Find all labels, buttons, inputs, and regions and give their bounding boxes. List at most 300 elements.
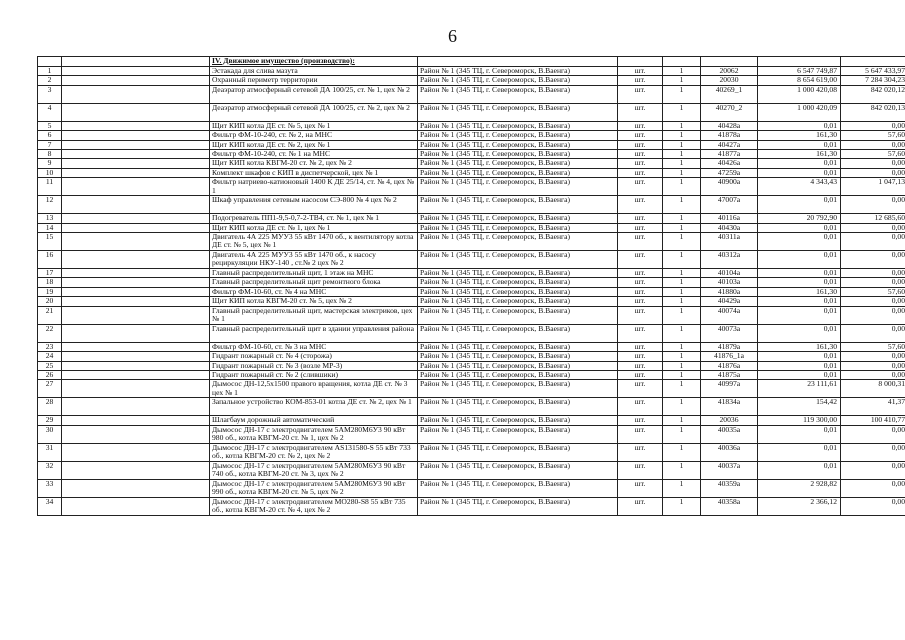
initial-cost: 0,01 bbox=[758, 443, 841, 461]
initial-cost: 6 547 749,87 bbox=[758, 67, 841, 76]
row-number: 6 bbox=[38, 131, 62, 140]
table-row bbox=[38, 416, 905, 425]
blank-cell bbox=[62, 131, 210, 140]
inventory-number: 40269_1 bbox=[701, 85, 758, 103]
initial-cost: 119 300,00 bbox=[758, 416, 841, 425]
blank-cell bbox=[62, 416, 210, 425]
item-unit: шт. bbox=[618, 121, 663, 130]
item-name: Главный распределительный щит, 1 этаж на МНС bbox=[210, 269, 418, 278]
item-address: Район № 1 (345 ТЦ, г. Североморск, В.Ваенга) bbox=[418, 380, 618, 398]
initial-cost: 0,01 bbox=[758, 306, 841, 324]
residual-value: 0,00 bbox=[841, 361, 905, 370]
inventory-number: 40103а bbox=[701, 278, 758, 287]
row-number: 31 bbox=[38, 443, 62, 461]
table-row bbox=[38, 380, 905, 398]
item-address: Район № 1 (345 ТЦ, г. Североморск, В.Ваенга) bbox=[418, 361, 618, 370]
table-row bbox=[38, 131, 905, 140]
table-row bbox=[38, 297, 905, 306]
residual-value: 0,00 bbox=[841, 168, 905, 177]
initial-cost: 0,01 bbox=[758, 140, 841, 149]
inventory-number: 47007а bbox=[701, 196, 758, 214]
row-number: 7 bbox=[38, 140, 62, 149]
blank-cell bbox=[62, 278, 210, 287]
item-unit: шт. bbox=[618, 287, 663, 296]
table-row bbox=[38, 361, 905, 370]
item-unit: шт. bbox=[618, 497, 663, 515]
item-quantity: 1 bbox=[663, 461, 701, 479]
residual-value: 842 020,13 bbox=[841, 103, 905, 121]
inventory-number: 41877а bbox=[701, 150, 758, 159]
row-number: 20 bbox=[38, 297, 62, 306]
item-name: Фильтр ФМ-10-60, ст. № 3 на МНС bbox=[210, 342, 418, 351]
row-number: 26 bbox=[38, 370, 62, 379]
residual-value: 57,60 bbox=[841, 150, 905, 159]
item-address: Район № 1 (345 ТЦ, г. Североморск, В.Ваенга) bbox=[418, 324, 618, 342]
item-unit: шт. bbox=[618, 380, 663, 398]
item-name: Фильтр ФМ-10-240, ст. № 1 на МНС bbox=[210, 150, 418, 159]
table-row bbox=[38, 85, 905, 103]
inventory-number: 41876а bbox=[701, 361, 758, 370]
item-name: Подогреватель ПП1-9,5-0,7-2-ТВ4, ст. № 1, цех № 1 bbox=[210, 214, 418, 223]
item-name: Щит КИП котла КВГМ-20 ст. № 2, цех № 2 bbox=[210, 159, 418, 168]
item-quantity: 1 bbox=[663, 479, 701, 497]
table-row bbox=[38, 223, 905, 232]
item-quantity: 1 bbox=[663, 140, 701, 149]
row-number: 33 bbox=[38, 479, 62, 497]
blank-cell bbox=[62, 233, 210, 251]
residual-value: 0,00 bbox=[841, 352, 905, 361]
item-quantity: 1 bbox=[663, 361, 701, 370]
initial-cost: 161,30 bbox=[758, 150, 841, 159]
residual-value: 8 000,31 bbox=[841, 380, 905, 398]
item-name: Дымосос ДН-17 с электродвигателем 5АМ280М6У3 90 кВт 980 об., котла КВГМ-20 ст. № 1, цех № 2 bbox=[210, 425, 418, 443]
item-unit: шт. bbox=[618, 76, 663, 85]
item-unit: шт. bbox=[618, 352, 663, 361]
item-quantity: 1 bbox=[663, 178, 701, 196]
item-unit: шт. bbox=[618, 233, 663, 251]
item-address: Район № 1 (345 ТЦ, г. Североморск, В.Ваенга) bbox=[418, 297, 618, 306]
item-unit: шт. bbox=[618, 443, 663, 461]
item-quantity: 1 bbox=[663, 416, 701, 425]
section-header-row bbox=[38, 57, 905, 67]
initial-cost: 161,30 bbox=[758, 342, 841, 351]
item-address: Район № 1 (345 ТЦ, г. Североморск, В.Ваенга) bbox=[418, 443, 618, 461]
row-number: 29 bbox=[38, 416, 62, 425]
initial-cost: 1 000 420,09 bbox=[758, 103, 841, 121]
table-row bbox=[38, 370, 905, 379]
item-address: Район № 1 (345 ТЦ, г. Североморск, В.Ваенга) bbox=[418, 168, 618, 177]
inventory-number: 40359а bbox=[701, 479, 758, 497]
item-address: Район № 1 (345 ТЦ, г. Североморск, В.Ваенга) bbox=[418, 233, 618, 251]
row-number: 14 bbox=[38, 223, 62, 232]
residual-value: 0,00 bbox=[841, 370, 905, 379]
item-unit: шт. bbox=[618, 324, 663, 342]
item-name: Щит КИП котла ДЕ ст. № 1, цех № 1 bbox=[210, 223, 418, 232]
table-row bbox=[38, 287, 905, 296]
item-address: Район № 1 (345 ТЦ, г. Североморск, В.Ваенга) bbox=[418, 214, 618, 223]
item-address: Район № 1 (345 ТЦ, г. Североморск, В.Ваенга) bbox=[418, 278, 618, 287]
item-name: Щит КИП котла КВГМ-20 ст. № 5, цех № 2 bbox=[210, 297, 418, 306]
item-quantity: 1 bbox=[663, 497, 701, 515]
inventory-number: 40035а bbox=[701, 425, 758, 443]
inventory-number: 40430а bbox=[701, 223, 758, 232]
blank-cell bbox=[62, 214, 210, 223]
row-number: 4 bbox=[38, 103, 62, 121]
item-name: Фильтр ФМ-10-240, ст. № 2, на МНС bbox=[210, 131, 418, 140]
item-quantity: 1 bbox=[663, 214, 701, 223]
item-unit: шт. bbox=[618, 370, 663, 379]
item-unit: шт. bbox=[618, 425, 663, 443]
inventory-number: 40073а bbox=[701, 324, 758, 342]
item-quantity: 1 bbox=[663, 398, 701, 416]
item-unit: шт. bbox=[618, 178, 663, 196]
item-address: Район № 1 (345 ТЦ, г. Североморск, В.Ваенга) bbox=[418, 497, 618, 515]
row-number: 21 bbox=[38, 306, 62, 324]
residual-value: 0,00 bbox=[841, 497, 905, 515]
row-number: 13 bbox=[38, 214, 62, 223]
row-number: 2 bbox=[38, 76, 62, 85]
residual-value: 0,00 bbox=[841, 223, 905, 232]
table-row bbox=[38, 140, 905, 149]
table-row bbox=[38, 425, 905, 443]
row-number: 30 bbox=[38, 425, 62, 443]
row-number: 11 bbox=[38, 178, 62, 196]
row-number: 19 bbox=[38, 287, 62, 296]
inventory-number: 40900а bbox=[701, 178, 758, 196]
item-address: Район № 1 (345 ТЦ, г. Североморск, В.Ваенга) bbox=[418, 342, 618, 351]
row-number: 5 bbox=[38, 121, 62, 130]
table-row bbox=[38, 214, 905, 223]
blank-cell bbox=[62, 178, 210, 196]
item-quantity: 1 bbox=[663, 306, 701, 324]
item-address: Район № 1 (345 ТЦ, г. Североморск, В.Ваенга) bbox=[418, 150, 618, 159]
item-address: Район № 1 (345 ТЦ, г. Североморск, В.Ваенга) bbox=[418, 121, 618, 130]
item-unit: шт. bbox=[618, 159, 663, 168]
item-unit: шт. bbox=[618, 479, 663, 497]
blank-cell bbox=[62, 479, 210, 497]
table-row bbox=[38, 324, 905, 342]
item-quantity: 1 bbox=[663, 121, 701, 130]
blank-cell bbox=[62, 196, 210, 214]
item-address: Район № 1 (345 ТЦ, г. Североморск, В.Ваенга) bbox=[418, 178, 618, 196]
table-row bbox=[38, 443, 905, 461]
item-name: Главный распределительный щит, мастерская электриков, цех № 1 bbox=[210, 306, 418, 324]
row-number: 34 bbox=[38, 497, 62, 515]
item-name: Дымосос ДН-17 с электродвигателем 5АМ280М6У3 90 кВт 740 об., котла КВГМ-20 ст. № 3, цех № 2 bbox=[210, 461, 418, 479]
item-unit: шт. bbox=[618, 131, 663, 140]
blank-cell bbox=[62, 352, 210, 361]
initial-cost: 0,01 bbox=[758, 278, 841, 287]
row-number: 16 bbox=[38, 251, 62, 269]
item-quantity: 1 bbox=[663, 196, 701, 214]
initial-cost: 1 000 420,08 bbox=[758, 85, 841, 103]
initial-cost: 2 366,12 bbox=[758, 497, 841, 515]
table-row bbox=[38, 479, 905, 497]
row-number: 24 bbox=[38, 352, 62, 361]
table-row bbox=[38, 178, 905, 196]
item-quantity: 1 bbox=[663, 443, 701, 461]
item-quantity: 1 bbox=[663, 85, 701, 103]
table-row bbox=[38, 269, 905, 278]
item-name: Фильтр натриево-катионовый 1400 К ДЕ 25/14, ст. № 4, цех № 1 bbox=[210, 178, 418, 196]
table-row bbox=[38, 251, 905, 269]
item-unit: шт. bbox=[618, 85, 663, 103]
row-number: 15 bbox=[38, 233, 62, 251]
item-unit: шт. bbox=[618, 398, 663, 416]
initial-cost: 161,30 bbox=[758, 131, 841, 140]
item-name: Дымосос ДН-12,5х1500 правого вращения, котла ДЕ ст. № 3 цех № 1 bbox=[210, 380, 418, 398]
residual-value: 12 685,60 bbox=[841, 214, 905, 223]
blank-cell bbox=[62, 159, 210, 168]
blank-cell bbox=[62, 251, 210, 269]
blank-cell bbox=[62, 443, 210, 461]
item-name: Запальное устройство КОМ-853-01 котла ДЕ ст. № 2, цех № 1 bbox=[210, 398, 418, 416]
blank-cell bbox=[62, 324, 210, 342]
item-address: Район № 1 (345 ТЦ, г. Североморск, В.Ваенга) bbox=[418, 416, 618, 425]
item-unit: шт. bbox=[618, 223, 663, 232]
blank-cell bbox=[62, 150, 210, 159]
inventory-number: 41876_1а bbox=[701, 352, 758, 361]
item-address: Район № 1 (345 ТЦ, г. Североморск, В.Ваенга) bbox=[418, 370, 618, 379]
item-name: Деаэратор атмосферный сетевой ДА 100/25, ст. № 2, цех № 2 bbox=[210, 103, 418, 121]
item-unit: шт. bbox=[618, 297, 663, 306]
residual-value: 100 410,77 bbox=[841, 416, 905, 425]
item-name: Гидрант пожарный ст. № 3 (возле МР-3) bbox=[210, 361, 418, 370]
item-quantity: 1 bbox=[663, 159, 701, 168]
item-address: Район № 1 (345 ТЦ, г. Североморск, В.Ваенга) bbox=[418, 287, 618, 296]
item-quantity: 1 bbox=[663, 278, 701, 287]
residual-value: 0,00 bbox=[841, 425, 905, 443]
initial-cost: 0,01 bbox=[758, 370, 841, 379]
item-address: Район № 1 (345 ТЦ, г. Североморск, В.Ваенга) bbox=[418, 85, 618, 103]
initial-cost: 0,01 bbox=[758, 159, 841, 168]
item-name: Дымосос ДН-17 с электродвигателем 5АМ280М6У3 90 кВт 990 об., котла КВГМ-20 ст. № 5, цех № 2 bbox=[210, 479, 418, 497]
item-name: Щит КИП котла ДЕ ст. № 2, цех № 1 bbox=[210, 140, 418, 149]
item-quantity: 1 bbox=[663, 67, 701, 76]
item-quantity: 1 bbox=[663, 223, 701, 232]
residual-value: 0,00 bbox=[841, 233, 905, 251]
item-name: Шкаф управления сетевым насосом СЭ-800 № 4 цех № 2 bbox=[210, 196, 418, 214]
residual-value: 0,00 bbox=[841, 461, 905, 479]
item-quantity: 1 bbox=[663, 233, 701, 251]
blank-cell bbox=[62, 361, 210, 370]
blank-cell bbox=[62, 461, 210, 479]
item-name: Гидрант пожарный ст. № 2 (слившики) bbox=[210, 370, 418, 379]
row-number: 3 bbox=[38, 85, 62, 103]
initial-cost: 0,01 bbox=[758, 361, 841, 370]
table-row bbox=[38, 342, 905, 351]
inventory-number: 41875а bbox=[701, 370, 758, 379]
item-name: Охранный периметр территории bbox=[210, 76, 418, 85]
blank-cell bbox=[62, 370, 210, 379]
row-number: 25 bbox=[38, 361, 62, 370]
item-quantity: 1 bbox=[663, 297, 701, 306]
item-quantity: 1 bbox=[663, 269, 701, 278]
residual-value: 41,37 bbox=[841, 398, 905, 416]
inventory-number: 40312а bbox=[701, 251, 758, 269]
item-name: Главный распределительный щит ремонтного блока bbox=[210, 278, 418, 287]
initial-cost: 154,42 bbox=[758, 398, 841, 416]
table-row bbox=[38, 233, 905, 251]
table-row bbox=[38, 168, 905, 177]
property-table bbox=[37, 56, 905, 516]
residual-value: 7 284 304,23 bbox=[841, 76, 905, 85]
item-address: Район № 1 (345 ТЦ, г. Североморск, В.Ваенга) bbox=[418, 76, 618, 85]
table-row bbox=[38, 121, 905, 130]
item-name: Деаэратор атмосферный сетевой ДА 100/25, ст. № 1, цех № 2 bbox=[210, 85, 418, 103]
residual-value: 0,00 bbox=[841, 443, 905, 461]
item-address: Район № 1 (345 ТЦ, г. Североморск, В.Ваенга) bbox=[418, 425, 618, 443]
table-row bbox=[38, 278, 905, 287]
item-address: Район № 1 (345 ТЦ, г. Североморск, В.Ваенга) bbox=[418, 159, 618, 168]
inventory-number: 20062 bbox=[701, 67, 758, 76]
item-address: Район № 1 (345 ТЦ, г. Североморск, В.Ваенга) bbox=[418, 269, 618, 278]
initial-cost: 0,01 bbox=[758, 425, 841, 443]
initial-cost: 0,01 bbox=[758, 121, 841, 130]
table-row bbox=[38, 103, 905, 121]
item-quantity: 1 bbox=[663, 425, 701, 443]
inventory-number: 41880а bbox=[701, 287, 758, 296]
item-unit: шт. bbox=[618, 67, 663, 76]
item-quantity: 1 bbox=[663, 352, 701, 361]
item-name: Шлагбаум дорожный автоматический bbox=[210, 416, 418, 425]
residual-value: 57,60 bbox=[841, 287, 905, 296]
blank-cell bbox=[62, 140, 210, 149]
table-row bbox=[38, 196, 905, 214]
inventory-number: 20036 bbox=[701, 416, 758, 425]
residual-value: 0,00 bbox=[841, 324, 905, 342]
item-quantity: 1 bbox=[663, 342, 701, 351]
item-name: Щит КИП котла ДЕ ст. № 5, цех № 1 bbox=[210, 121, 418, 130]
residual-value: 842 020,12 bbox=[841, 85, 905, 103]
inventory-number: 41834а bbox=[701, 398, 758, 416]
item-unit: шт. bbox=[618, 196, 663, 214]
item-unit: шт. bbox=[618, 306, 663, 324]
blank-cell bbox=[62, 168, 210, 177]
row-number: 27 bbox=[38, 380, 62, 398]
row-number: 12 bbox=[38, 196, 62, 214]
item-unit: шт. bbox=[618, 140, 663, 149]
item-unit: шт. bbox=[618, 103, 663, 121]
table-row bbox=[38, 398, 905, 416]
table-row bbox=[38, 497, 905, 515]
initial-cost: 0,01 bbox=[758, 269, 841, 278]
row-number: 10 bbox=[38, 168, 62, 177]
inventory-number: 40104а bbox=[701, 269, 758, 278]
inventory-number: 40116а bbox=[701, 214, 758, 223]
residual-value: 0,00 bbox=[841, 306, 905, 324]
blank-cell bbox=[62, 67, 210, 76]
item-unit: шт. bbox=[618, 269, 663, 278]
row-number: 17 bbox=[38, 269, 62, 278]
item-address: Район № 1 (345 ТЦ, г. Североморск, В.Ваенга) bbox=[418, 67, 618, 76]
item-quantity: 1 bbox=[663, 150, 701, 159]
row-number: 1 bbox=[38, 67, 62, 76]
initial-cost: 161,30 bbox=[758, 287, 841, 296]
residual-value: 5 647 433,97 bbox=[841, 67, 905, 76]
item-address: Район № 1 (345 ТЦ, г. Североморск, В.Ваенга) bbox=[418, 398, 618, 416]
table-row bbox=[38, 76, 905, 85]
item-unit: шт. bbox=[618, 150, 663, 159]
initial-cost: 8 654 619,00 bbox=[758, 76, 841, 85]
initial-cost: 0,01 bbox=[758, 233, 841, 251]
inventory-number: 40426а bbox=[701, 159, 758, 168]
item-name: Гидрант пожарный ст. № 4 (сторожа) bbox=[210, 352, 418, 361]
item-quantity: 1 bbox=[663, 168, 701, 177]
item-quantity: 1 bbox=[663, 380, 701, 398]
item-name: Эстакада для слива мазута bbox=[210, 67, 418, 76]
blank-cell bbox=[62, 121, 210, 130]
item-unit: шт. bbox=[618, 342, 663, 351]
table-row bbox=[38, 306, 905, 324]
blank-cell bbox=[62, 380, 210, 398]
blank-cell bbox=[62, 342, 210, 351]
item-unit: шт. bbox=[618, 461, 663, 479]
inventory-number: 40428а bbox=[701, 121, 758, 130]
item-name: Дымосос ДН-17 с электродвигателем AS131580-S 55 кВт 733 об., котла КВГМ-20 ст. № 2, цех № 2 bbox=[210, 443, 418, 461]
inventory-number: 41878а bbox=[701, 131, 758, 140]
initial-cost: 0,01 bbox=[758, 223, 841, 232]
item-name: Главный распределительный щит в здании управления района bbox=[210, 324, 418, 342]
inventory-number: 40358а bbox=[701, 497, 758, 515]
residual-value: 0,00 bbox=[841, 297, 905, 306]
blank-cell bbox=[62, 398, 210, 416]
item-name: Двигатель 4А 225 МУУ3 55 кВт 1470 об., к вентилятору котла ДЕ ст. № 5, цех № 1 bbox=[210, 233, 418, 251]
item-unit: шт. bbox=[618, 416, 663, 425]
item-quantity: 1 bbox=[663, 287, 701, 296]
inventory-number: 41879а bbox=[701, 342, 758, 351]
item-unit: шт. bbox=[618, 361, 663, 370]
blank-cell bbox=[62, 76, 210, 85]
item-address: Район № 1 (345 ТЦ, г. Североморск, В.Ваенга) bbox=[418, 479, 618, 497]
inventory-number: 40429а bbox=[701, 297, 758, 306]
table-row bbox=[38, 159, 905, 168]
item-address: Район № 1 (345 ТЦ, г. Североморск, В.Ваенга) bbox=[418, 461, 618, 479]
item-quantity: 1 bbox=[663, 370, 701, 379]
item-address: Район № 1 (345 ТЦ, г. Североморск, В.Ваенга) bbox=[418, 306, 618, 324]
item-unit: шт. bbox=[618, 214, 663, 223]
blank-cell bbox=[62, 497, 210, 515]
item-quantity: 1 bbox=[663, 76, 701, 85]
blank-cell bbox=[62, 287, 210, 296]
inventory-number: 40037а bbox=[701, 461, 758, 479]
initial-cost: 0,01 bbox=[758, 461, 841, 479]
residual-value: 0,00 bbox=[841, 159, 905, 168]
item-address: Район № 1 (345 ТЦ, г. Североморск, В.Ваенга) bbox=[418, 140, 618, 149]
inventory-number: 40311а bbox=[701, 233, 758, 251]
item-unit: шт. bbox=[618, 251, 663, 269]
item-address: Район № 1 (345 ТЦ, г. Североморск, В.Ваенга) bbox=[418, 196, 618, 214]
row-number: 23 bbox=[38, 342, 62, 351]
row-number: 22 bbox=[38, 324, 62, 342]
item-name: Двигатель 4А 225 МУУ3 55 кВт 1470 об., к насосу рециркуляции НКУ-140 , ст.№ 2 цех № 2 bbox=[210, 251, 418, 269]
residual-value: 0,00 bbox=[841, 269, 905, 278]
inventory-number: 47259а bbox=[701, 168, 758, 177]
residual-value: 0,00 bbox=[841, 196, 905, 214]
item-address: Район № 1 (345 ТЦ, г. Североморск, В.Ваенга) bbox=[418, 103, 618, 121]
table-body bbox=[38, 57, 905, 516]
item-address: Район № 1 (345 ТЦ, г. Североморск, В.Ваенга) bbox=[418, 131, 618, 140]
residual-value: 0,00 bbox=[841, 278, 905, 287]
item-unit: шт. bbox=[618, 278, 663, 287]
residual-value: 0,00 bbox=[841, 140, 905, 149]
residual-value: 1 047,13 bbox=[841, 178, 905, 196]
table-row bbox=[38, 150, 905, 159]
inventory-number: 40427а bbox=[701, 140, 758, 149]
item-quantity: 1 bbox=[663, 131, 701, 140]
blank-cell bbox=[62, 223, 210, 232]
item-quantity: 1 bbox=[663, 251, 701, 269]
